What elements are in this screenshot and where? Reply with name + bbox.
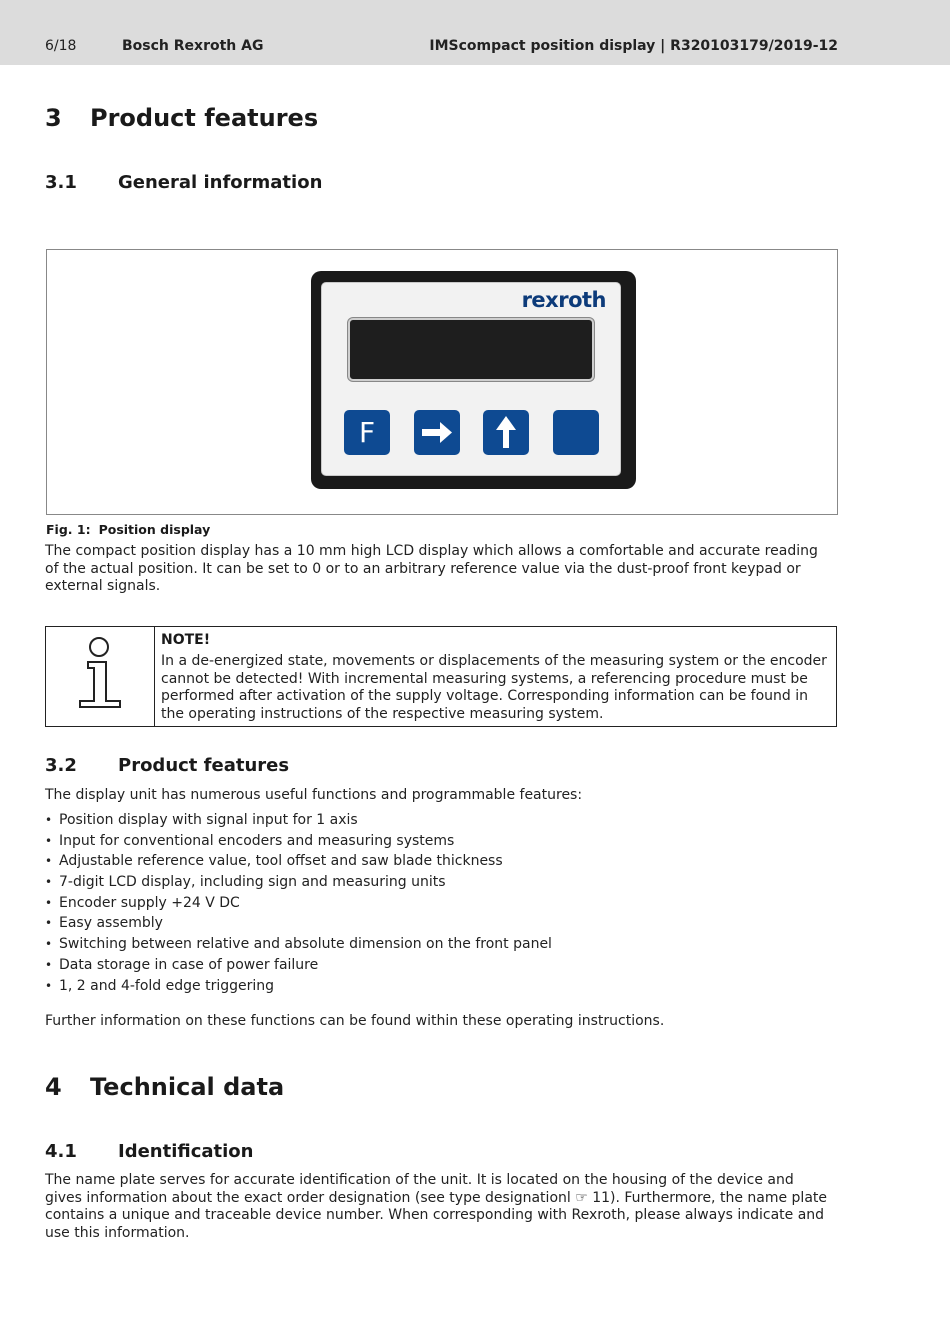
company-name: Bosch Rexroth AG: [122, 38, 264, 54]
info-icon: [46, 627, 155, 725]
list-item-text: Encoder supply +24 V DC: [59, 894, 240, 911]
section-title: Identification: [118, 1141, 254, 1162]
position-display-device: [311, 271, 636, 489]
list-item: [45, 851, 552, 872]
section-number: 3.1: [45, 172, 77, 193]
page-header: [0, 0, 950, 65]
bullet-icon: •: [45, 937, 53, 952]
list-item: [45, 893, 552, 914]
bullet-icon: •: [45, 978, 53, 993]
caption-label: Fig. 1:: [46, 522, 91, 537]
features-list: [45, 810, 552, 996]
list-item: [45, 976, 552, 997]
note-box: [45, 626, 837, 727]
section-number: 3: [45, 104, 62, 132]
figure-caption: [46, 522, 210, 537]
list-item-text: Adjustable reference value, tool offset and saw blade thickness: [59, 853, 503, 870]
section-title: Product features: [90, 104, 319, 132]
list-item: [45, 955, 552, 976]
arrow-right-key: [414, 410, 460, 455]
list-item-text: Switching between relative and absolute dimension on the front panel: [59, 936, 552, 953]
list-item-text: Easy assembly: [59, 915, 163, 932]
list-item: [45, 934, 552, 955]
page-number: 6/18: [45, 38, 77, 54]
note-title: NOTE!: [161, 632, 211, 648]
list-item-text: 7-digit LCD display, including sign and measuring units: [59, 874, 446, 891]
features-intro: The display unit has numerous useful functions and programmable features:: [45, 787, 583, 803]
bullet-icon: •: [45, 957, 53, 972]
list-item-text: Input for conventional encoders and measuring systems: [59, 832, 455, 849]
section-number: 3.2: [45, 755, 77, 776]
f-key: [344, 410, 390, 455]
note-body: In a de-energized state, movements or displacements of the measuring system or the encoder cannot be detected! With incremental measuring systems, a referencing procedure must be performed after activation of the supply voltage. Corresponding information can be found in the operating instructions of the respective measuring system.: [161, 653, 827, 722]
bullet-icon: •: [45, 833, 53, 848]
device-front-panel: [321, 282, 621, 476]
note-icon-cell: [46, 627, 155, 726]
list-item: [45, 810, 552, 831]
document-title: IMScompact position display | R320103179/2019-12: [429, 38, 838, 54]
section-title: Product features: [118, 755, 290, 776]
figure-position-display: [46, 249, 838, 515]
bullet-icon: •: [45, 875, 53, 890]
rexroth-logo: rexroth: [521, 288, 606, 312]
caption-text: Position display: [98, 522, 211, 537]
bullet-icon: •: [45, 813, 53, 827]
features-outro: Further information on these functions can be found within these operating instructions.: [45, 1013, 665, 1029]
section-title: Technical data: [90, 1073, 285, 1101]
bullet-icon: •: [45, 854, 53, 869]
section-title: General information: [118, 172, 323, 193]
arrow-up-icon: [483, 410, 529, 455]
arrow-right-icon: [414, 410, 460, 455]
list-item-text: Data storage in case of power failure: [59, 956, 319, 973]
key-label: F: [358, 416, 376, 449]
list-item-text: Position display with signal input for 1 axis: [59, 812, 358, 828]
arrow-up-key: [483, 410, 529, 455]
blank-key: [553, 410, 599, 455]
list-item: [45, 913, 552, 934]
identification-paragraph: The name plate serves for accurate identification of the unit. It is located on the housing of the device and gives information about the exact order designation (see type designationl ☞ 11). Furthermore, the name plate contains a unique and traceable device number. When corresponding with Rexroth, please always indicate and use this information.: [45, 1172, 827, 1241]
list-item: [45, 831, 552, 852]
section-number: 4: [45, 1073, 62, 1101]
lcd-screen: [348, 318, 594, 381]
bullet-icon: •: [45, 916, 53, 931]
intro-paragraph: The compact position display has a 10 mm high LCD display which allows a comfortable and accurate reading of the actual position. It can be set to 0 or to an arbitrary reference value via the dust-proof front keypad or external signals.: [45, 543, 818, 595]
list-item: [45, 872, 552, 893]
list-item-text: 1, 2 and 4-fold edge triggering: [59, 977, 275, 994]
section-number: 4.1: [45, 1141, 77, 1162]
bullet-icon: •: [45, 895, 53, 910]
